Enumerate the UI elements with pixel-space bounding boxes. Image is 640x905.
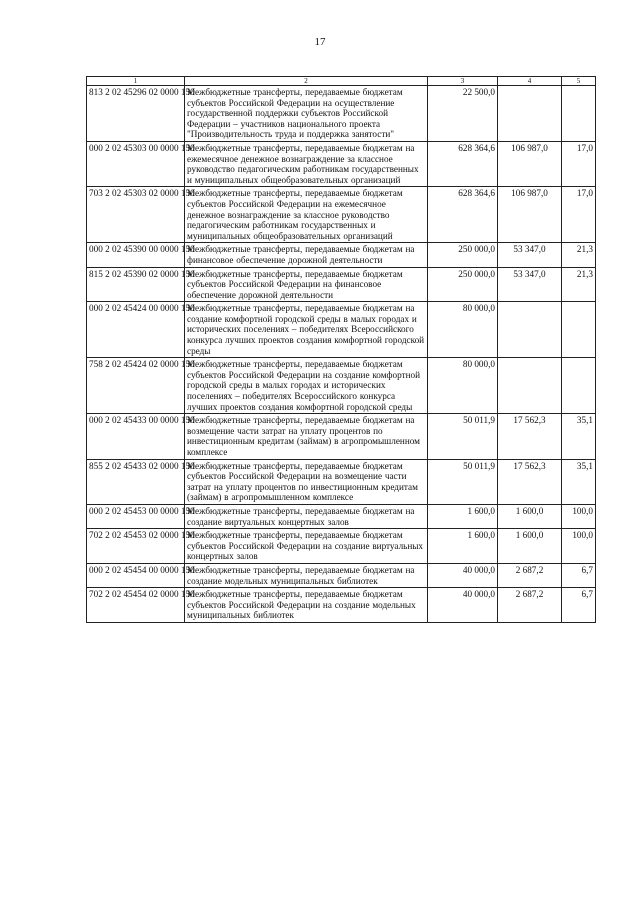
plan-amount-cell: 22 500,0 xyxy=(428,86,498,142)
table-row xyxy=(87,563,596,587)
description-cell: Межбюджетные трансферты, передаваемые бюджетам субъектов Российской Федерации на финансовое обеспечение дорожной деятельности xyxy=(185,267,428,302)
plan-amount-cell: 80 000,0 xyxy=(428,302,498,358)
percent-cell: 100,0 xyxy=(562,504,596,528)
actual-amount-cell: 53 347,0 xyxy=(498,267,562,302)
plan-amount-cell: 40 000,0 xyxy=(428,588,498,623)
table-row xyxy=(87,414,596,459)
description-cell: Межбюджетные трансферты, передаваемые бюджетам субъектов Российской Федерации на осуществление государственной поддержки субъектов Российской Федерации – участников национального проекта "Производительность труда и поддержка занятости" xyxy=(185,86,428,142)
page-number: 17 xyxy=(314,36,326,48)
table-row xyxy=(87,141,596,186)
description-cell: Межбюджетные трансферты, передаваемые бюджетам субъектов Российской Федерации на создание виртуальных концертных залов xyxy=(185,529,428,564)
percent-cell: 21,3 xyxy=(562,243,596,267)
percent-cell xyxy=(562,302,596,358)
actual-amount-cell: 106 987,0 xyxy=(498,141,562,186)
percent-cell: 21,3 xyxy=(562,267,596,302)
percent-cell: 35,1 xyxy=(562,459,596,504)
column-header-2: 2 xyxy=(185,77,428,86)
budget-code-cell: 000 2 02 45453 00 0000 150 xyxy=(87,504,185,528)
budget-code-cell: 000 2 02 45454 00 0000 150 xyxy=(87,563,185,587)
plan-amount-cell: 1 600,0 xyxy=(428,529,498,564)
description-cell: Межбюджетные трансферты, передаваемые бюджетам субъектов Российской Федерации на создание комфортной городской среды в малых городах и исторических поселениях – победителях Всероссийского конкурса лучших проектов создания комфортной городской среды xyxy=(185,358,428,414)
actual-amount-cell: 1 600,0 xyxy=(498,504,562,528)
description-cell: Межбюджетные трансферты, передаваемые бюджетам субъектов Российской Федерации на создание модельных муниципальных библиотек xyxy=(185,588,428,623)
description-cell: Межбюджетные трансферты, передаваемые бюджетам на создание модельных муниципальных библиотек xyxy=(185,563,428,587)
table-row xyxy=(87,267,596,302)
table-row xyxy=(87,459,596,504)
table-row xyxy=(87,358,596,414)
description-cell: Межбюджетные трансферты, передаваемые бюджетам на возмещение части затрат на уплату процентов по инвестиционным кредитам (займам) в агропромышленном комплексе xyxy=(185,414,428,459)
plan-amount-cell: 628 364,6 xyxy=(428,141,498,186)
description-cell: Межбюджетные трансферты, передаваемые бюджетам субъектов Российской Федерации на возмещение части затрат на уплату процентов по инвестиционным кредитам (займам) в агропромышленном комплексе xyxy=(185,459,428,504)
actual-amount-cell xyxy=(498,302,562,358)
plan-amount-cell: 1 600,0 xyxy=(428,504,498,528)
percent-cell: 100,0 xyxy=(562,529,596,564)
description-cell: Межбюджетные трансферты, передаваемые бюджетам на создание виртуальных концертных залов xyxy=(185,504,428,528)
table-row xyxy=(87,529,596,564)
description-cell: Межбюджетные трансферты, передаваемые бюджетам на финансовое обеспечение дорожной деятельности xyxy=(185,243,428,267)
table-row xyxy=(87,243,596,267)
budget-code-cell: 758 2 02 45424 02 0000 150 xyxy=(87,358,185,414)
budget-code-cell: 702 2 02 45453 02 0000 150 xyxy=(87,529,185,564)
table-row xyxy=(87,86,596,142)
table-row xyxy=(87,588,596,623)
table-row xyxy=(87,504,596,528)
description-cell: Межбюджетные трансферты, передаваемые бюджетам на создание комфортной городской среды в малых городах и исторических поселениях – победителях Всероссийского конкурса лучших проектов создания комфортной городской среды xyxy=(185,302,428,358)
budget-code-cell: 000 2 02 45303 00 0000 150 xyxy=(87,141,185,186)
actual-amount-cell xyxy=(498,358,562,414)
actual-amount-cell: 53 347,0 xyxy=(498,243,562,267)
actual-amount-cell: 1 600,0 xyxy=(498,529,562,564)
percent-cell xyxy=(562,358,596,414)
plan-amount-cell: 50 011,9 xyxy=(428,414,498,459)
column-header-4: 4 xyxy=(498,77,562,86)
plan-amount-cell: 50 011,9 xyxy=(428,459,498,504)
table-row xyxy=(87,302,596,358)
plan-amount-cell: 80 000,0 xyxy=(428,358,498,414)
budget-table xyxy=(86,76,596,623)
column-header-5: 5 xyxy=(562,77,596,86)
budget-code-cell: 000 2 02 45433 00 0000 150 xyxy=(87,414,185,459)
table-header-row xyxy=(87,77,596,86)
budget-code-cell: 703 2 02 45303 02 0000 150 xyxy=(87,187,185,243)
budget-code-cell: 702 2 02 45454 02 0000 150 xyxy=(87,588,185,623)
actual-amount-cell: 17 562,3 xyxy=(498,414,562,459)
plan-amount-cell: 628 364,6 xyxy=(428,187,498,243)
table-row xyxy=(87,187,596,243)
description-cell: Межбюджетные трансферты, передаваемые бюджетам на ежемесячное денежное вознаграждение за классное руководство педагогическим работникам государственных и муниципальных общеобразовательных организаций xyxy=(185,141,428,186)
budget-code-cell: 000 2 02 45390 00 0000 150 xyxy=(87,243,185,267)
percent-cell: 6,7 xyxy=(562,563,596,587)
percent-cell: 17,0 xyxy=(562,141,596,186)
percent-cell: 35,1 xyxy=(562,414,596,459)
actual-amount-cell: 17 562,3 xyxy=(498,459,562,504)
plan-amount-cell: 40 000,0 xyxy=(428,563,498,587)
budget-code-cell: 813 2 02 45296 02 0000 150 xyxy=(87,86,185,142)
percent-cell xyxy=(562,86,596,142)
plan-amount-cell: 250 000,0 xyxy=(428,267,498,302)
actual-amount-cell: 2 687,2 xyxy=(498,563,562,587)
budget-code-cell: 815 2 02 45390 02 0000 150 xyxy=(87,267,185,302)
column-header-3: 3 xyxy=(428,77,498,86)
percent-cell: 6,7 xyxy=(562,588,596,623)
description-cell: Межбюджетные трансферты, передаваемые бюджетам субъектов Российской Федерации на ежемесячное денежное вознаграждение за классное руководство педагогическим работникам государственных и муниципальных общеобразовательных организаций xyxy=(185,187,428,243)
percent-cell: 17,0 xyxy=(562,187,596,243)
actual-amount-cell: 2 687,2 xyxy=(498,588,562,623)
budget-code-cell: 855 2 02 45433 02 0000 150 xyxy=(87,459,185,504)
table-body xyxy=(87,86,596,623)
budget-code-cell: 000 2 02 45424 00 0000 150 xyxy=(87,302,185,358)
actual-amount-cell: 106 987,0 xyxy=(498,187,562,243)
column-header-1: 1 xyxy=(87,77,185,86)
actual-amount-cell xyxy=(498,86,562,142)
plan-amount-cell: 250 000,0 xyxy=(428,243,498,267)
